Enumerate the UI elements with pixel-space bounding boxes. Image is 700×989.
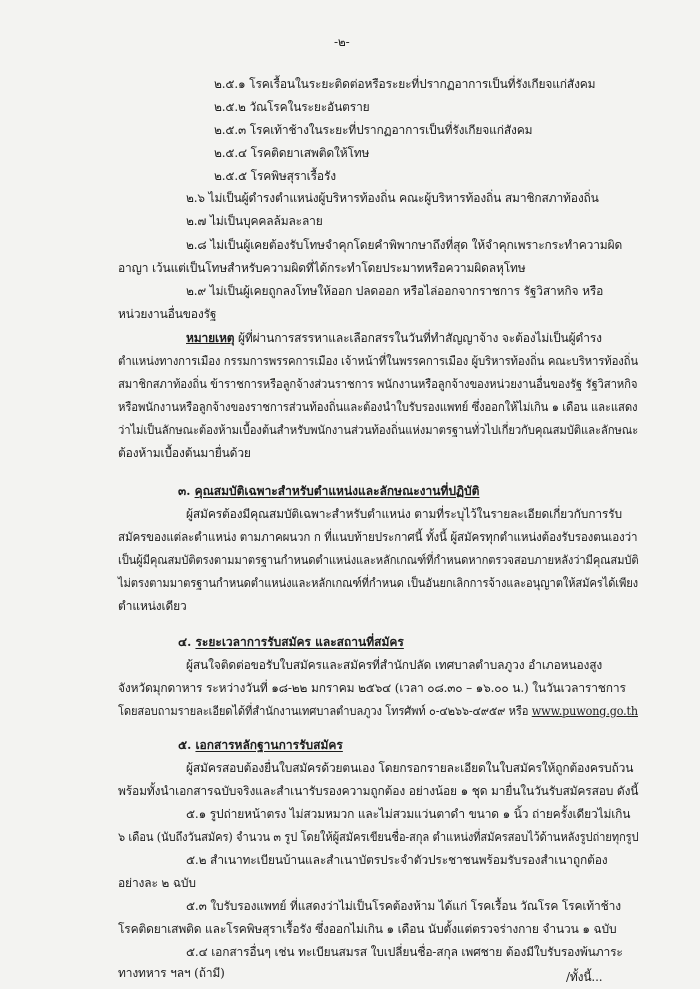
sec2-item: ๒.๕.๒ วัณโรคในระยะอันตราย — [214, 100, 370, 114]
sec3-line: เป็นผู้มีคุณสมบัติตรงตามมาตรฐานกำหนดตำแหน่งและหลักเกณฑ์ที่กำหนดหากตรวจสอบภายหลังว่ามีคุณสมบัติ — [118, 553, 639, 567]
section-3-heading — [178, 483, 479, 499]
sec4-line: ผู้สนใจติดต่อขอรับใบสมัครและสมัครที่สำนักปลัด เทศบาลตำบลภูวง อำเภอหนองสูง — [186, 658, 603, 672]
note-first-line — [186, 330, 602, 346]
sec2-rule: อาญา เว้นแต่เป็นโทษสำหรับความผิดที่ได้กระทำโดยประมาทหรือความผิดลหุโทษ — [118, 261, 526, 275]
note-label: หมายเหตุ — [186, 331, 235, 345]
section-number: ๔. — [178, 635, 192, 649]
sec2-rule: ๒.๗ ไม่เป็นบุคคลล้มละลาย — [186, 214, 323, 228]
sec5-line: ๖ เดือน (นับถึงวันสมัคร) จำนวน ๓ รูป โดยให้ผู้สมัครเขียนชื่อ-สกุล ตำแหน่งที่สมัครสอบไว้ด้านหลังรูปถ่ายทุกรูป — [118, 830, 639, 844]
sec2-item: ๒.๕.๓ โรคเท้าช้างในระยะที่ปรากฏอาการเป็นที่รังเกียจแก่สังคม — [214, 123, 533, 137]
sec3-line: ผู้สมัครต้องมีคุณสมบัติเฉพาะสำหรับตำแหน่ง ตามที่ระบุไว้ในรายละเอียดเกี่ยวกับการรับ — [186, 507, 622, 521]
section-title: ระยะเวลาการรับสมัคร และสถานที่สมัคร — [195, 635, 404, 649]
sec5-line: ๕.๒ สำเนาทะเบียนบ้านและสำเนาบัตรประจำตัวประชาชนพร้อมรับรองสำเนาถูกต้อง — [186, 853, 608, 867]
sec2-rule: หน่วยงานอื่นของรัฐ — [118, 307, 217, 321]
sec3-line: สมัครของแต่ละตำแหน่ง ตามภาคผนวก ก ที่แนบท้ายประกาศนี้ ทั้งนี้ ผู้สมัครทุกตำแหน่งต้องรับรองตนเองว่า — [118, 530, 638, 544]
sec5-line: ทางทหาร ฯลฯ (ถ้ามี) — [118, 966, 225, 980]
sec2-rule: ๒.๙ ไม่เป็นผู้เคยถูกลงโทษให้ออก ปลดออก หรือไล่ออกจากราชการ รัฐวิสาหกิจ หรือ — [186, 284, 604, 298]
section-5-heading — [178, 737, 343, 753]
page-number: -๒- — [334, 35, 350, 49]
note-line: สมาชิกสภาท้องถิ่น ข้าราชการหรือลูกจ้างส่วนราชการ พนักงานหรือลูกจ้างของหน่วยงานอื่นของรัฐ รัฐวิสาหกิจ — [118, 377, 638, 391]
sec3-line: ตำแหน่งเดียว — [118, 599, 187, 613]
note-text: ผู้ที่ผ่านการสรรหาและเลือกสรรในวันที่ทำสัญญาจ้าง จะต้องไม่เป็นผู้ดำรง — [234, 331, 602, 345]
sec5-line: พร้อมทั้งนำเอกสารฉบับจริงและสำเนารับรองความถูกต้อง อย่างน้อย ๑ ชุด มายื่นในวันรับสมัครสอบ ดังนี้ — [118, 784, 639, 798]
section-title: คุณสมบัติเฉพาะสำหรับตำแหน่งและลักษณะงานที่ปฏิบัติ — [194, 484, 480, 498]
sec5-line: ๕.๑ รูปถ่ายหน้าตรง ไม่สวมหมวก และไม่สวมแว่นตาดำ ขนาด ๑ นิ้ว ถ่ายครั้งเดียวไม่เกิน — [186, 807, 631, 821]
note-line: ต้องห้ามเบื้องต้นมายื่นด้วย — [118, 446, 251, 460]
note-line: หรือพนักงานหรือลูกจ้างของราชการส่วนท้องถิ่นและต้องนำใบรับรองแพทย์ ซึ่งออกให้ไม่เกิน ๑ เดือน และแสดง — [118, 400, 638, 414]
sec2-item: ๒.๕.๑ โรคเรื้อนในระยะติดต่อหรือระยะที่ปรากฏอาการเป็นที่รังเกียจแก่สังคม — [214, 77, 596, 91]
continuation-marker: /ทั้งนี้... — [566, 970, 603, 984]
note-line: ว่าไม่เป็นลักษณะต้องห้ามเบื้องต้นสำหรับพนักงานส่วนท้องถิ่นแห่งมาตรฐานทั่วไปเกี่ยวกับคุณสมบัติและลักษณะ — [118, 423, 639, 437]
sec2-rule: ๒.๖ ไม่เป็นผู้ดำรงตำแหน่งผู้บริหารท้องถิ่น คณะผู้บริหารท้องถิ่น สมาชิกสภาท้องถิ่น — [186, 191, 599, 205]
section-number: ๓. — [178, 484, 191, 498]
section-title: เอกสารหลักฐานการรับสมัคร — [195, 738, 343, 752]
sec5-line: ๕.๔ เอกสารอื่นๆ เช่น ทะเบียนสมรส ใบเปลี่ยนชื่อ-สกุล เพศชาย ต้องมีใบรับรองพ้นภาระ — [186, 945, 623, 959]
sec2-rule: ๒.๘ ไม่เป็นผู้เคยต้องรับโทษจำคุกโดยคำพิพากษาถึงที่สุด ให้จำคุกเพราะกระทำความผิด — [186, 238, 623, 252]
sec3-line: ไม่ตรงตามมาตรฐานกำหนดตำแหน่งและหลักเกณฑ์ที่กำหนด เป็นอันยกเลิกการจ้างและอนุญาตให้สมัครได้เพียง — [118, 576, 639, 590]
sec5-line: ๕.๓ ใบรับรองแพทย์ ที่แสดงว่าไม่เป็นโรคต้องห้าม ได้แก่ โรคเรื้อน วัณโรค โรคเท้าช้าง — [186, 899, 621, 913]
note-line: ตำแหน่งทางการเมือง กรรมการพรรคการเมือง เจ้าหน้าที่ในพรรคการเมือง ผู้บริหารท้องถิ่น คณะบริหารท้องถิ่น — [118, 354, 639, 368]
contact-text: โดยสอบถามรายละเอียดได้ที่สำนักงานเทศบาลตำบลภูวง โทรศัพท์ ๐-๔๒๖๖-๔๙๕๙ หรือ — [118, 704, 532, 718]
section-number: ๕. — [178, 738, 192, 752]
sec5-line: ผู้สมัครสอบต้องยื่นใบสมัครด้วยตนเอง โดยกรอกรายละเอียดในใบสมัครให้ถูกต้องครบถ้วน — [186, 761, 634, 775]
sec2-item: ๒.๕.๕ โรคพิษสุราเรื้อรัง — [214, 169, 336, 183]
sec2-item: ๒.๕.๔ โรคติดยาเสพติดให้โทษ — [214, 146, 370, 160]
sec4-contact-line — [118, 703, 638, 719]
sec4-line: จังหวัดมุกดาหาร ระหว่างวันที่ ๑๘-๒๒ มกราคม ๒๕๖๔ (เวลา ๐๘.๓๐ – ๑๖.๐๐ น.) ในวันเวลาราชการ — [118, 681, 626, 695]
website-link[interactable]: www.puwong.go.th — [531, 704, 638, 718]
sec5-line: โรคติดยาเสพติด และโรคพิษสุราเรื้อรัง ซึ่งออกไม่เกิน ๑ เดือน นับตั้งแต่ตรวจร่างกาย จำนวน ๑ ฉบับ — [118, 922, 617, 936]
section-4-heading — [178, 634, 404, 650]
sec5-line: อย่างละ ๒ ฉบับ — [118, 876, 196, 890]
